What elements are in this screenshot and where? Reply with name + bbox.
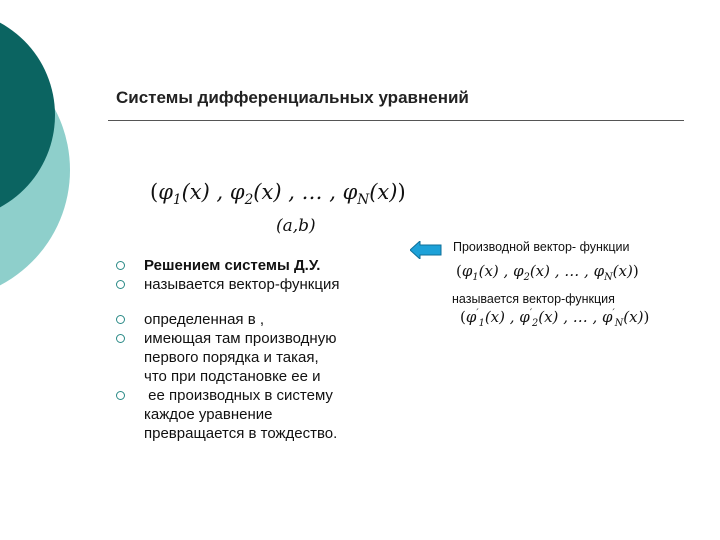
list-item: определенная в , — [116, 310, 396, 329]
title-divider — [108, 120, 684, 121]
bullet-ring-icon — [116, 315, 125, 324]
list-item-continuation: каждое уравнение — [144, 406, 273, 423]
derivative-label: Производной вектор- функции — [453, 240, 630, 254]
list-item-continuation: первого порядка и такая, — [144, 349, 319, 366]
called-label: называется вектор-функция — [452, 292, 615, 306]
vector-function-formula: ($\varphi_1(x)$ , $\varphi_2(x)$ , … , $\varphi_N(x)$) — [456, 262, 639, 283]
decorative-teal-circles — [0, 0, 100, 300]
solution-vector-formula: ($\varphi_1(x)$ , $\varphi_2(x)$ , … , $\varphi_N(x)$) — [150, 180, 406, 209]
left-arrow-icon — [410, 241, 442, 259]
bullet-ring-icon — [116, 261, 125, 270]
list-item: ее производных в систему — [116, 386, 396, 405]
interval-formula: (a,b) — [276, 216, 316, 236]
list-item: называется вектор-функция — [116, 275, 396, 294]
list-item: Решением системы Д.У. — [116, 256, 396, 275]
definition-bullet-list — [116, 256, 396, 443]
bullet-ring-icon — [116, 280, 125, 289]
slide-title: Системы дифференциальных уравнений — [116, 88, 469, 107]
bullet-ring-icon — [116, 334, 125, 343]
bullet-ring-icon — [116, 391, 125, 400]
derivative-vector-formula: ($\varphi'_1(x)$ , $\varphi'_2(x)$ , … , $\varphi'_N(x)$) — [460, 308, 650, 329]
list-item: имеющая там производную — [116, 329, 396, 348]
list-item-continuation: превращается в тождество. — [144, 425, 338, 442]
list-item-continuation: что при подстановке ее и — [144, 368, 321, 385]
